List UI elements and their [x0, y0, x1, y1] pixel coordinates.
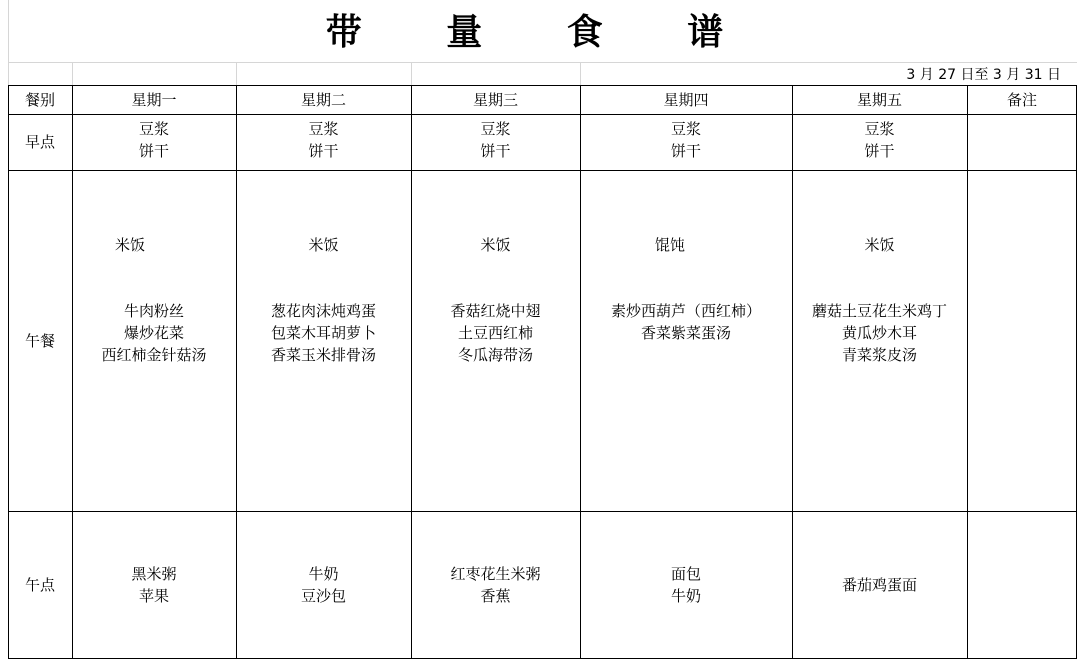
lunch-cell — [236, 170, 411, 511]
breakfast-cell — [580, 114, 792, 170]
menu-item: 西红柿金针菇汤 — [101, 346, 207, 364]
lunch-cell — [580, 170, 792, 511]
meal-label: 早点 — [24, 133, 55, 151]
menu-item: 素炒西葫芦（西红柿） — [610, 302, 761, 320]
gridline-v — [72, 62, 73, 85]
gridline-v — [236, 62, 237, 85]
menu-item: 爆炒花菜 — [123, 324, 184, 342]
menu-item: 面包 — [670, 564, 701, 583]
gridline-h — [8, 62, 1077, 63]
gridline-v — [411, 62, 412, 85]
gridline-v — [8, 0, 9, 62]
breakfast-cell — [236, 114, 411, 170]
menu-item: 香蕉 — [480, 586, 511, 605]
breakfast-cell — [411, 114, 580, 170]
column-header: 星期三 — [472, 90, 518, 109]
breakfast-cell — [72, 114, 236, 170]
dish-list — [411, 300, 580, 366]
menu-item: 豆沙包 — [300, 586, 346, 605]
column-header: 星期一 — [131, 90, 177, 109]
staple-item: 米饭 — [864, 236, 895, 254]
menu-item: 饼干 — [138, 142, 169, 160]
menu-item: 香菇红烧中翅 — [450, 302, 541, 320]
menu-item: 红枣花生米粥 — [450, 564, 541, 583]
column-header: 星期二 — [300, 90, 346, 109]
column-header: 星期四 — [663, 90, 709, 109]
staple-item: 米饭 — [480, 236, 511, 254]
column-header: 备注 — [1006, 90, 1037, 109]
menu-item: 黑米粥 — [131, 564, 177, 583]
column-header: 餐别 — [24, 90, 55, 109]
page-title: 带 量 食 谱 — [325, 11, 760, 53]
staple-item: 馄饨 — [654, 236, 685, 254]
lunch-cell — [792, 170, 967, 511]
date-range: 3 月 27 日至 3 月 31 日 — [906, 67, 1061, 83]
remarks-cell — [967, 170, 1077, 511]
table-rule-h — [8, 658, 1077, 659]
breakfast-cell — [792, 114, 967, 170]
menu-item: 饼干 — [864, 142, 895, 160]
menu-item: 冬瓜海带汤 — [457, 346, 533, 364]
menu-item: 黄瓜炒木耳 — [841, 324, 917, 342]
menu-item: 豆浆 — [864, 120, 895, 138]
menu-item: 葱花肉沫炖鸡蛋 — [270, 302, 376, 320]
gridline-v — [580, 62, 581, 85]
afternoon-cell — [411, 511, 580, 658]
menu-item: 饼干 — [670, 142, 701, 160]
menu-item: 土豆西红柿 — [457, 324, 533, 342]
afternoon-cell — [792, 511, 967, 658]
dish-list — [72, 300, 236, 366]
afternoon-cell — [236, 511, 411, 658]
remarks-cell — [967, 511, 1077, 658]
menu-item: 牛奶 — [670, 586, 701, 605]
remarks-cell — [967, 114, 1077, 170]
lunch-cell — [411, 170, 580, 511]
menu-item: 牛奶 — [308, 564, 339, 583]
dish-list — [792, 300, 967, 366]
staple-item: 米饭 — [308, 236, 339, 254]
menu-item: 番茄鸡蛋面 — [841, 575, 917, 594]
menu-item: 苹果 — [138, 586, 169, 605]
lunch-cell — [72, 170, 236, 511]
menu-item: 豆浆 — [138, 120, 169, 138]
menu-item: 包菜木耳胡萝卜 — [270, 324, 376, 342]
menu-item: 青菜浆皮汤 — [841, 346, 917, 364]
menu-item: 豆浆 — [308, 120, 339, 138]
meal-label: 午点 — [24, 575, 55, 594]
dish-list — [236, 300, 411, 366]
dish-list — [580, 300, 792, 344]
menu-item: 豆浆 — [480, 120, 511, 138]
menu-item: 牛肉粉丝 — [123, 302, 184, 320]
menu-item: 饼干 — [480, 142, 511, 160]
afternoon-cell — [72, 511, 236, 658]
staple-item: 米饭 — [114, 236, 145, 254]
column-header: 星期五 — [856, 90, 902, 109]
menu-item: 豆浆 — [670, 120, 701, 138]
afternoon-cell — [580, 511, 792, 658]
menu-item: 蘑菇土豆花生米鸡丁 — [811, 302, 947, 320]
menu-item: 饼干 — [308, 142, 339, 160]
meal-label: 午餐 — [24, 331, 55, 350]
gridline-v — [8, 62, 9, 85]
menu-item: 香菜玉米排骨汤 — [270, 346, 376, 364]
menu-item: 香菜紫菜蛋汤 — [640, 324, 731, 342]
